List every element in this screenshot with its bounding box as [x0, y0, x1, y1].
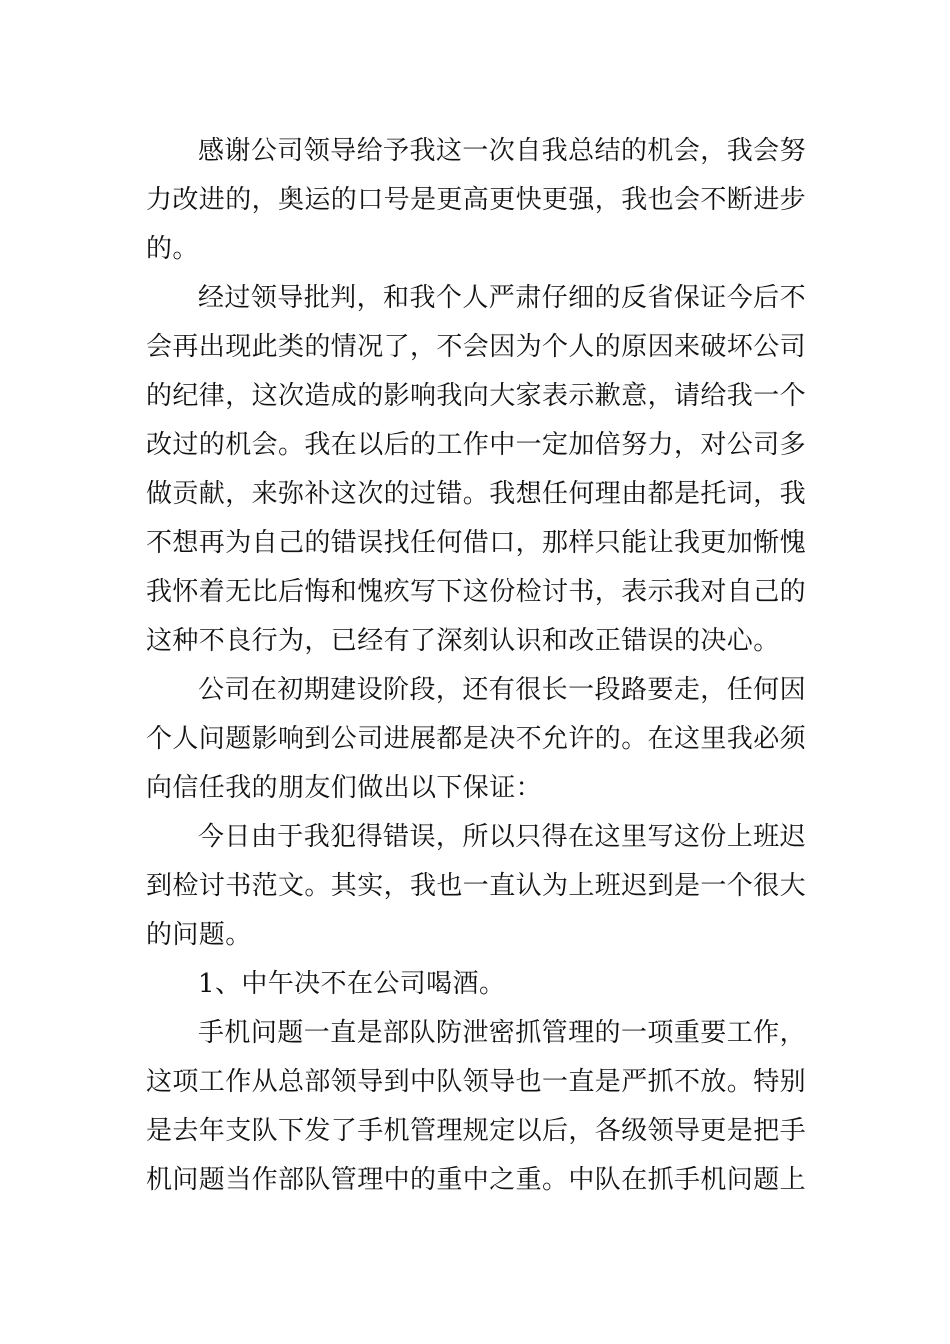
paragraph-self-criticism: 经过领导批判，和我个人严肃仔细的反省保证今后不会再出现此类的情况了，不会因为个人的原因来破坏公司的纪律，这次造成的影响我向大家表示歉意，请给我一个改过的机会。我在以后的工作中一定加倍努力，对公司多做贡献，来弥补这次的过错。我想任何理由都是托词，我不想再为自己的错误找任何借口，那样只能让我更加惭愧我怀着无比后悔和愧疚写下这份检讨书，表示我对自己的这种不良行为，已经有了深刻认识和改正错误的决心。: [146, 283, 807, 656]
paragraph-phone-management: 手机问题一直是部队防泄密抓管理的一项重要工作，这项工作从总部领导到中队领导也一直是严抓不放。特别是去年支队下发了手机管理规定以后，各级领导更是把手机问题当作部队管理中的重中之重。中队在抓手机问题上: [146, 1018, 807, 1195]
paragraph-lateness: 今日由于我犯得错误，所以只得在这里写这份上班迟到检讨书范文。其实，我也一直认为上班迟到是一个很大的问题。: [146, 822, 807, 950]
paragraph-company-stage: 公司在初期建设阶段，还有很长一段路要走，任何因个人问题影响到公司进展都是决不允许的。在这里我必须向信任我的朋友们做出以下保证：: [146, 675, 807, 803]
paragraph-pledge-1: 1、中午决不在公司喝酒。: [198, 969, 506, 999]
paragraph-thanks: 感谢公司领导给予我这一次自我总结的机会，我会努力改进的，奥运的口号是更高更快更强，我也会不断进步的。: [146, 136, 807, 264]
document-body: [146, 127, 806, 1205]
